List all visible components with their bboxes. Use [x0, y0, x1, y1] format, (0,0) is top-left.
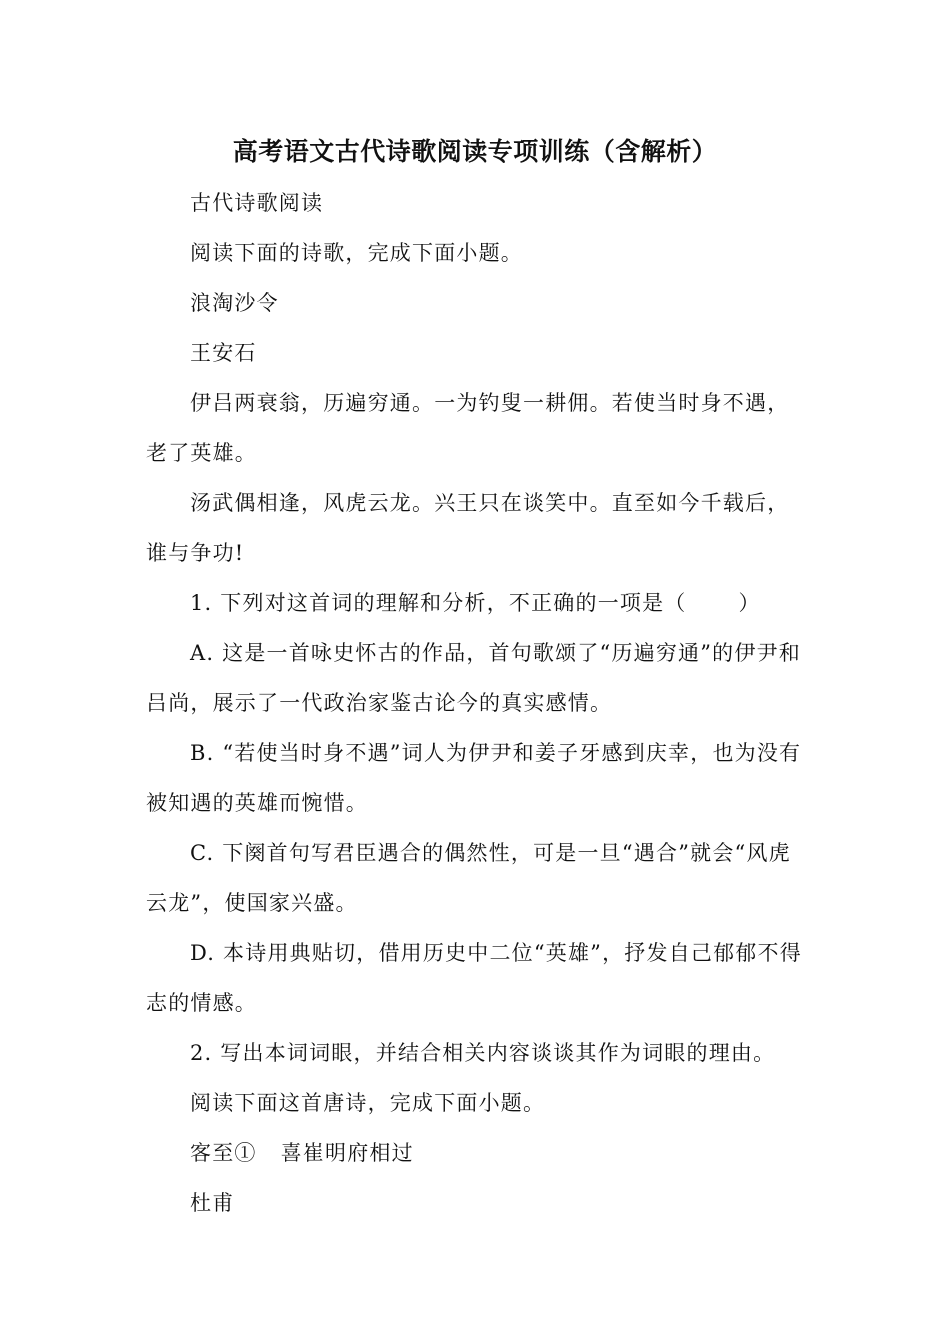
- question-1: [146, 578, 808, 628]
- option-c: C. 下阕首句写君臣遇合的偶然性，可是一旦“遇合”就会“风虎云龙”，使国家兴盛。: [146, 841, 791, 915]
- question-2: 2. 写出本词词眼，并结合相关内容谈谈其作为词眼的理由。: [190, 1041, 776, 1065]
- question-1-stem: 1. 下列对这首词的理解和分析，不正确的一项是（: [190, 591, 687, 615]
- poem2-author: 杜甫: [190, 1191, 235, 1215]
- poem1-title: 浪淘沙令: [190, 291, 279, 315]
- question-1-stem-end: ）: [738, 591, 761, 615]
- document-title: 高考语文古代诗歌阅读专项训练（含解析）: [232, 137, 718, 166]
- option-d: D. 本诗用典贴切，借用历史中二位“英雄”，抒发自己郁郁不得志的情感。: [146, 941, 802, 1015]
- poem2-subtitle: 喜崔明府相过: [280, 1141, 414, 1165]
- poem1-stanza2: 汤武偶相逢，风虎云龙。兴王只在谈笑中。直至如今千载后，谁与争功!: [146, 491, 790, 565]
- poem2-title: 客至①: [190, 1141, 257, 1165]
- document-body: [146, 178, 808, 1228]
- poem1-stanza1: 伊吕两衰翁，历遍穷通。一为钓叟一耕佣。若使当时身不遇，老了英雄。: [146, 391, 790, 465]
- option-b: B. “若使当时身不遇”词人为伊尹和姜子牙感到庆幸，也为没有被知遇的英雄而惋惜。: [146, 741, 802, 815]
- poem2-heading: [146, 1128, 808, 1178]
- section-heading: 古代诗歌阅读: [190, 191, 324, 215]
- option-a: A. 这是一首咏史怀古的作品，首句歌颂了“历遍穷通”的伊尹和吕尚，展示了一代政治家鉴古论今的真实感情。: [146, 641, 801, 715]
- instruction-2: 阅读下面这首唐诗，完成下面小题。: [190, 1091, 546, 1115]
- poem1-author: 王安石: [190, 341, 257, 365]
- instruction-1: 阅读下面的诗歌，完成下面小题。: [190, 241, 523, 265]
